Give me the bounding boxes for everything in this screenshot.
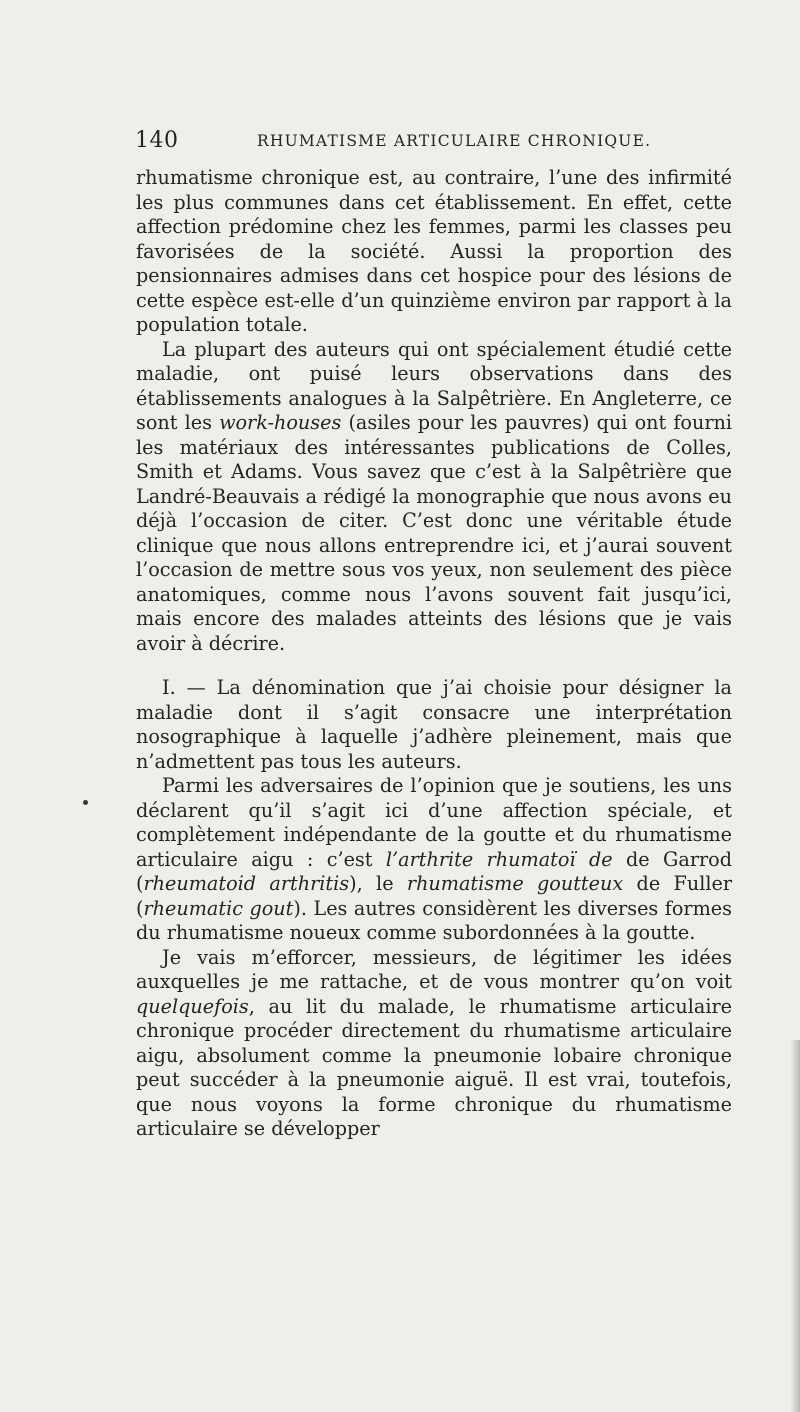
- page-header: [135, 128, 735, 156]
- paragraph: [136, 338, 732, 657]
- italic-term: l’arthrite rhumatoï de: [385, 847, 613, 871]
- paragraph: [136, 946, 732, 1142]
- margin-dot-mark: [83, 800, 88, 805]
- text-run: Je vais m’efforcer, messieurs, de légitimer les idées auxquelles je me rattache, et de vous montrer qu’on voit: [136, 945, 732, 993]
- italic-term: work-houses: [219, 411, 342, 434]
- text-run: rhumatisme chronique est, au contraire, l’une des infirmité les plus communes dans cet établissement. En effet, cette affection prédomine chez les femmes, parmi les classes peu favorisées de la société. Aussi la proportion des pensionnaires admises dans cet hospice pour des lésions de cette espèce est-elle d’un quinzième environ par rapport à la population totale.: [136, 166, 732, 336]
- text-run: (asiles pour les pauvres) qui ont fourni les matériaux des intéressantes publications de Colles, Smith et Adams. Vous savez que c’est à la Salpêtrière que Landré-Beauvais a rédigé la monographie que nous avons eu déjà l’occasion de citer. C’est donc une véritable étude clinique que nous allons entreprendre ici, et j’aurai souvent l’occasion de mettre sous vos yeux, non seulement des pièce anatomiques, comme nous l’avons souvent fait jusqu’ici, mais encore des malades atteints des lésions que je vais avoir à décrire.: [136, 411, 732, 655]
- italic-term: quelquefois: [136, 994, 249, 1018]
- paragraph: [136, 166, 732, 338]
- text-run: I. — La dénomination que j’ai choisie pour désigner la maladie dont il s’agit consacre une interprétation nosographique à laquelle j’adhère pleinement, mais que n’admettent pas tous les auteurs.: [136, 676, 732, 773]
- italic-term: rheumatic gout: [143, 896, 294, 920]
- text-run: de Fuller (: [136, 872, 733, 920]
- section-paragraph: [136, 676, 732, 774]
- running-title: RHUMATISME ARTICULAIRE CHRONIQUE.: [257, 132, 652, 150]
- text-run: La plupart des auteurs qui ont spécialement étudié cette maladie, ont puisé leurs observations dans des établissements analogues à la Salpêtrière. En Angleterre, ce sont les: [136, 337, 732, 434]
- text-run: ), le: [349, 872, 407, 895]
- paragraph: [136, 774, 732, 946]
- italic-term: rhumatisme goutteux: [406, 872, 624, 895]
- page-edge-shadow: [790, 1040, 800, 1412]
- text-run: Parmi les adversaires de l’opinion que je soutiens, les uns déclarent qu’il s’agit ici d’une affection spéciale, et complètement indépendante de la goutte et du rhumatisme articulaire aigu : c’est: [136, 774, 732, 871]
- text-run: de Garrod (: [136, 847, 733, 895]
- page-body: [136, 166, 732, 1142]
- text-run: ). Les autres considèrent les diverses formes du rhumatisme noueux comme subordonnées à la goutte.: [136, 896, 732, 944]
- text-run: , au lit du malade, le rhumatisme articulaire chronique procéder directement du rhumatisme articulaire aigu, absolument comme la pneumonie lobaire chronique peut succéder à la pneumonie aiguë. Il est vrai, toutefois, que nous voyons la forme chronique du rhumatisme articulaire se développer: [136, 994, 732, 1140]
- page-number: 140: [135, 128, 179, 153]
- italic-term: rheumatoid arthritis: [143, 872, 350, 895]
